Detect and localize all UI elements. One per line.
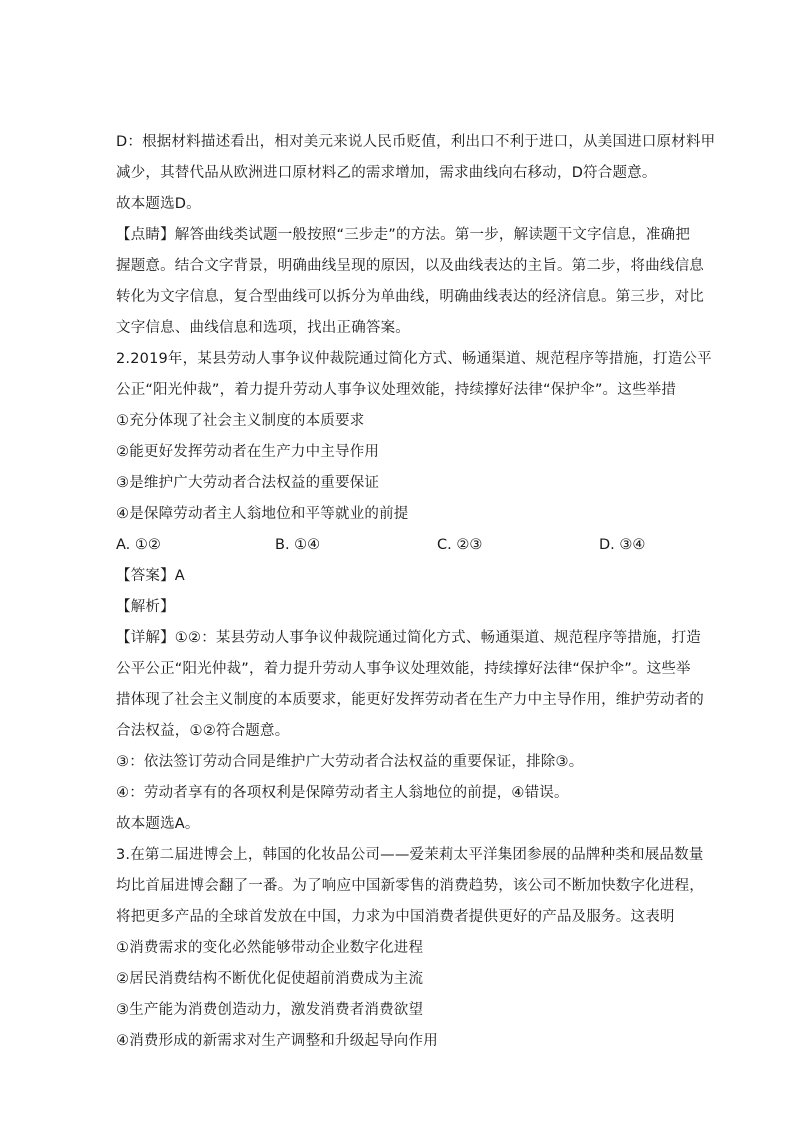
answer-line: 【答案】A bbox=[116, 568, 185, 584]
text-line: D：根据材料描述看出，相对美元来说人民币贬值，利出口不利于进口，从美国进口原材料甲 bbox=[116, 134, 716, 150]
question-2-item: ①充分体现了社会主义制度的本质要求 bbox=[116, 413, 365, 429]
text-line: 文字信息、曲线信息和选项，找出正确答案。 bbox=[116, 320, 410, 336]
text-line: 减少，其替代品从欧洲进口原材料乙的需求增加，需求曲线向右移动，D符合题意。 bbox=[116, 165, 657, 181]
question-3-stem: 3.在第二届进博会上，韩国的化妆品公司——爱茉莉太平洋集团参展的品牌种类和展品数量 bbox=[116, 847, 704, 863]
question-3-item: ③生产能为消费创造动力，激发消费者消费欲望 bbox=[116, 1002, 424, 1018]
option-d: D. ③④ bbox=[599, 537, 646, 553]
option-b: B. ①④ bbox=[275, 537, 321, 553]
question-2-stem: 2.2019年，某县劳动人事争议仲裁院通过简化方式、畅通渠道、规范程序等措施，打造公平 bbox=[116, 351, 712, 367]
text-line: 握题意。结合文字背景，明确曲线呈现的原因，以及曲线表达的主旨。第二步，将曲线信息 bbox=[116, 258, 704, 274]
question-2-item: ③是维护广大劳动者合法权益的重要保证 bbox=[116, 475, 380, 491]
question-2-item: ②能更好发挥劳动者在生产力中主导作用 bbox=[116, 444, 380, 460]
option-c: C. ②③ bbox=[437, 537, 483, 553]
question-3-item: ④消费形成的新需求对生产调整和升级起导向作用 bbox=[116, 1033, 438, 1049]
text-line: 合法权益，①②符合题意。 bbox=[116, 723, 290, 739]
text-line: 故本题选A。 bbox=[116, 816, 200, 832]
option-a: A. ①② bbox=[116, 537, 161, 553]
question-3-item: ①消费需求的变化必然能够带动企业数字化进程 bbox=[116, 940, 424, 956]
text-line: 措体现了社会主义制度的本质要求，能更好发挥劳动者在生产力中主导作用，维护劳动者的 bbox=[116, 692, 704, 708]
analysis-heading: 【解析】 bbox=[116, 599, 175, 615]
question-2-stem: 公正“阳光仲裁”，着力提升劳动人事争议处理效能，持续撑好法律“保护伞”。这些举措 bbox=[116, 382, 677, 398]
question-2-item: ④是保障劳动者主人翁地位和平等就业的前提 bbox=[116, 506, 409, 522]
text-line: 【详解】①②：某县劳动人事争议仲裁院通过简化方式、畅通渠道、规范程序等措施，打造 bbox=[116, 630, 701, 646]
question-3-stem: 将把更多产品的全球首发放在中国，力求为中国消费者提供更好的产品及服务。这表明 bbox=[116, 909, 675, 925]
text-line: ③：依法签订劳动合同是维护广大劳动者合法权益的重要保证，排除③。 bbox=[116, 754, 584, 770]
text-line: 【点睛】解答曲线类试题一般按照“三步走”的方法。第一步，解读题干文字信息，准确把 bbox=[116, 227, 691, 243]
question-3-item: ②居民消费结构不断优化促使超前消费成为主流 bbox=[116, 971, 424, 987]
text-line: 公平公正“阳光仲裁”，着力提升劳动人事争议处理效能，持续撑好法律“保护伞”。这些举 bbox=[116, 661, 691, 677]
text-line: 故本题选D。 bbox=[116, 196, 201, 212]
text-line: 转化为文字信息，复合型曲线可以拆分为单曲线，明确曲线表达的经济信息。第三步，对比 bbox=[116, 289, 704, 305]
question-3-stem: 均比首届进博会翻了一番。为了响应中国新零售的消费趋势，该公司不断加快数字化进程， bbox=[116, 878, 704, 894]
text-line: ④：劳动者享有的各项权利是保障劳动者主人翁地位的前提，④错误。 bbox=[116, 785, 569, 801]
